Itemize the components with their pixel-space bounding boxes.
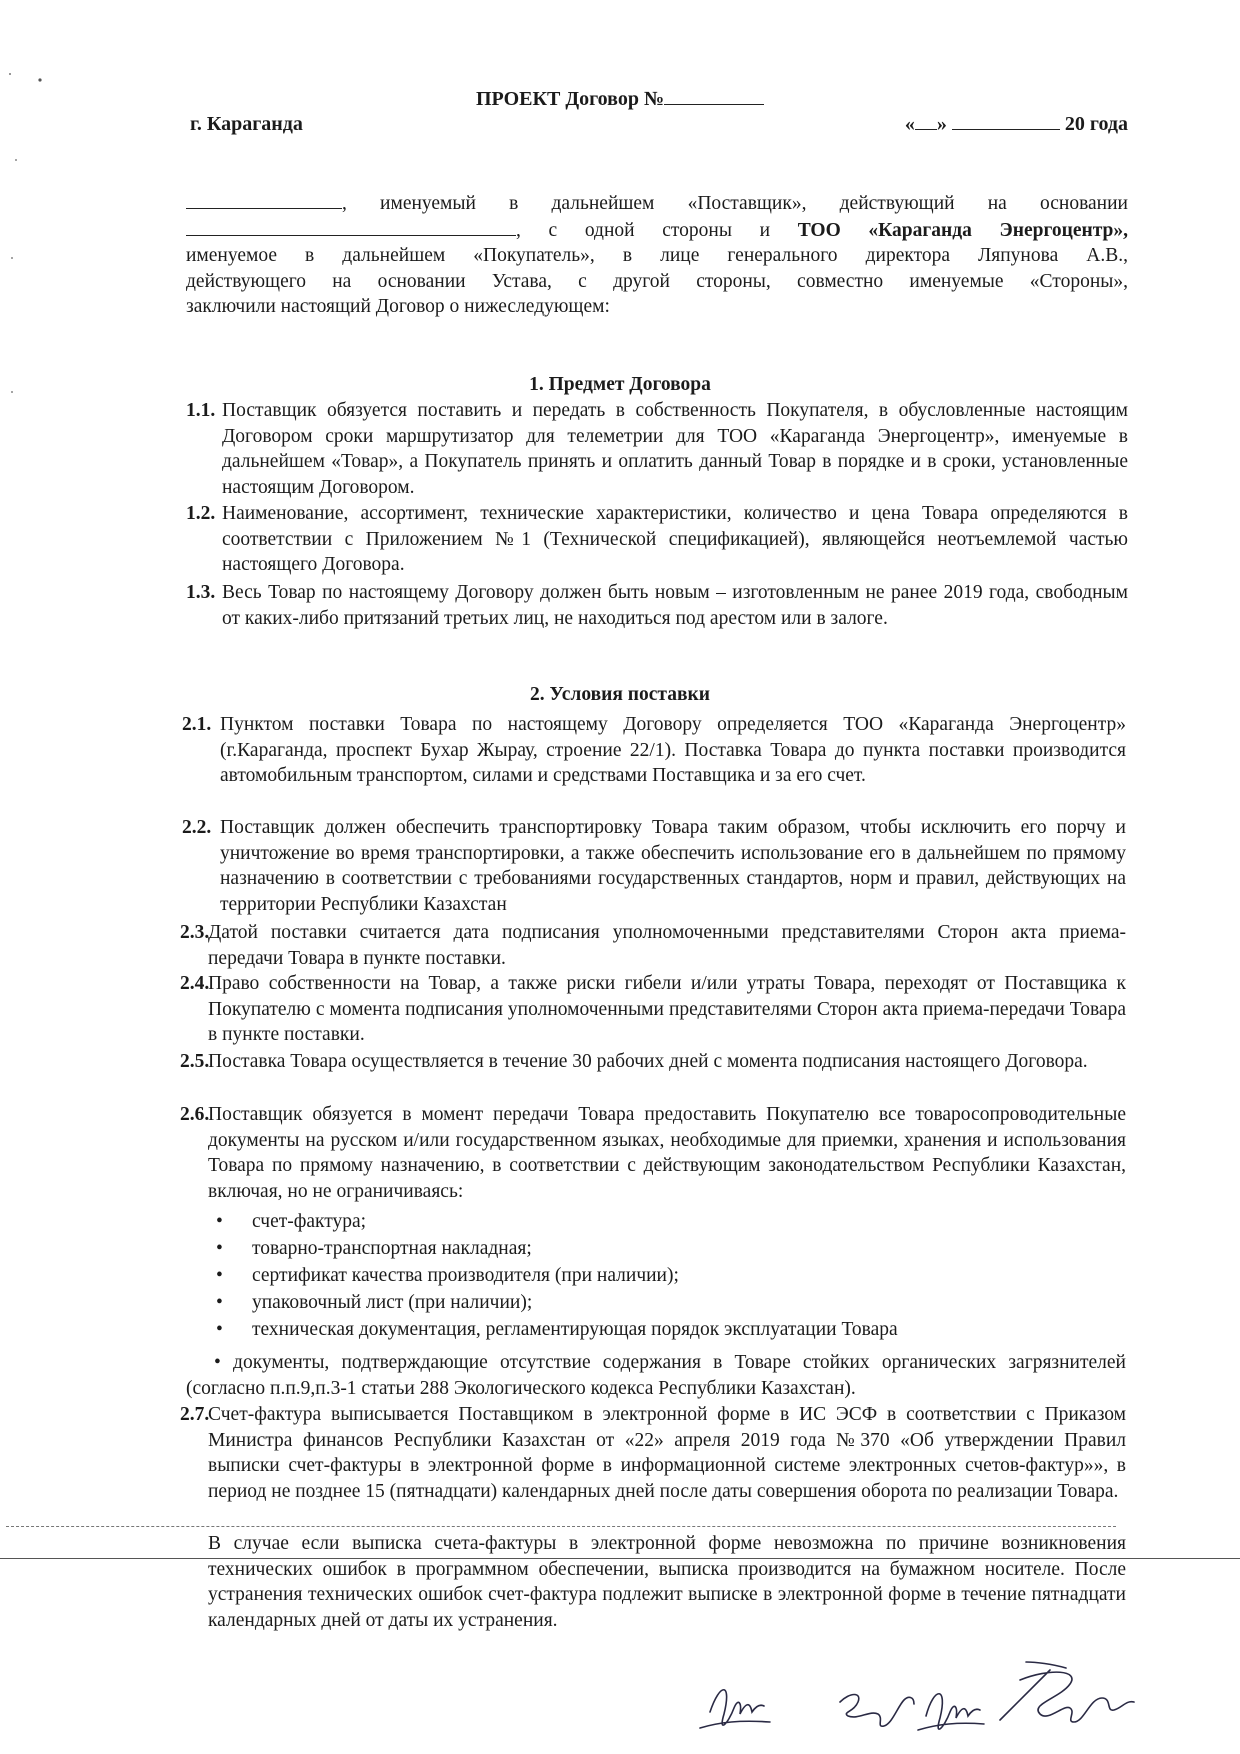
scan-artifact-dashed-line	[6, 1526, 1116, 1527]
clause-2-1: 2.1. Пунктом поставки Товара по настоящему Договору определяется ТОО «Караганда Энергоцентр» (г.Караганда, проспект Бухар Жырау, строение 22/1). Поставка Товара до пункта поставки производится автомобильным транспортом, силами и средствами Поставщика и за его счет.	[182, 714, 1126, 786]
day-blank	[915, 113, 937, 130]
section-1-title: 1. Предмет Договора	[529, 374, 711, 395]
preamble-line-3: именуемое в дальнейшем «Покупатель», в лице генерального директора Ляпунова А.В.,	[186, 245, 1128, 266]
list-item: • товарно-транспортная накладная;	[208, 1235, 1108, 1262]
initials-3	[918, 1694, 984, 1730]
preamble-line-1: , именуемый в дальнейшем «Поставщик», действующий на основании	[186, 190, 1128, 217]
preamble-line-4: действующего на основании Устава, с другой стороны, совместно именуемые «Стороны»,	[186, 270, 1128, 292]
signature-main	[1000, 1662, 1134, 1722]
signatures	[680, 1650, 1200, 1750]
preamble-line-2: , с одной стороны и ТОО «Караганда Энергоцентр»,	[186, 217, 1128, 244]
clause-2-4: 2.4. Право собственности на Товар, а также риски гибели и/или утраты Товара, переходят от Поставщика к Покупателю с момента подписания уполномоченными представителями Сторон акта приема-передачи Товара в пункте поставки.	[180, 973, 1126, 1045]
contract-number-blank	[664, 86, 764, 105]
supplier-name-blank	[186, 190, 342, 209]
clause-2-2: 2.2. Поставщик должен обеспечить транспортировку Товара таким образом, чтобы исключить его порчу и уничтожение во время транспортировки, а также обеспечить использование его в дальнейшем по прямому назначению в соответствии с требованиями государственных стандартов, норм и правил, действующих на территории Республики Казахстан	[182, 817, 1126, 915]
clause-1-3: 1.3. Весь Товар по настоящему Договору должен быть новым – изготовленным не ранее 2019 года, свободным от каких-либо притязаний третьих лиц, не находиться под арестом или в залоге.	[186, 582, 1128, 629]
document-title: ПРОЕКТ Договор №	[0, 86, 1240, 111]
clause-2-6: 2.6. Поставщик обязуется в момент передачи Товара предоставить Покупателю все товаросопроводительные документы на русском и/или государственном языках, необходимые для приемки, хранения и использования Товара по прямому назначению, в соответствии с действующим законодательством Республики Казахстан, включая, но не ограничиваясь:	[180, 1104, 1126, 1202]
section-2-title: 2. Условия поставки	[530, 684, 710, 705]
list-item: • упаковочный лист (при наличии);	[208, 1289, 1108, 1316]
scan-specks	[0, 0, 60, 420]
clause-1-2: 1.2. Наименование, ассортимент, технические характеристики, количество и цена Товара определяются в соответствии с Приложением №1 (Технической спецификацией), являющейся неотъемлемой частью настоящего Договора.	[186, 503, 1128, 575]
initials-1	[700, 1690, 770, 1728]
clause-1-1: 1.1. Поставщик обязуется поставить и передать в собственность Покупателя, в обусловленные настоящим Договором сроки маршрутизатор для телеметрии для ТОО «Караганда Энергоцентр», именуемые в дальнейшем «Товар», а Покупатель принять и оплатить данный Товар в порядке и в сроки, установленные настоящим Договором.	[186, 400, 1128, 498]
month-blank	[952, 113, 1060, 130]
date-line: « » 20 года	[904, 113, 1128, 135]
preamble-line-5: заключили настоящий Договор о нижеследующем:	[186, 296, 610, 317]
list-item: • техническая документация, регламентирующая порядок эксплуатации Товара	[208, 1316, 1108, 1343]
basis-blank	[186, 217, 516, 236]
clause-2-3: 2.3. Датой поставки считается дата подписания уполномоченными представителями Сторон акта приема-передачи Товара в пункте поставки.	[180, 922, 1126, 969]
clause-2-7-paragraph-2: В случае если выписка счета-фактуры в электронной форме невозможна по причине возникновения технических ошибок в программном обеспечении, выписка производится на бумажном носителе. После устранения технических ошибок счет-фактура подлежит выписке в электронной форме в течение пятнадцати календарных дней от даты их устранения.	[208, 1533, 1126, 1631]
clause-2-7: 2.7. Счет-фактура выписывается Поставщиком в электронной форме в ИС ЭСФ в соответствии с Приказом Министра финансов Республики Казахстан от «22» апреля 2019 года №370 «Об утверждении Правил выписки счет-фактуры в электронной форме в информационной системе электронных счетов-фактур»», в период не позднее 15 (пятнадцати) календарных дней после даты совершения оборота по реализации Товара.	[180, 1404, 1126, 1502]
list-item: • счет-фактура;	[208, 1208, 1108, 1235]
document-list	[208, 1208, 1108, 1343]
pollutants-note: • документы, подтверждающие отсутствие содержания в Товаре стойких органических загрязнителей (согласно п.п.9,п.3-1 статьи 288 Экологического кодекса Республики Казахстан).	[186, 1352, 1126, 1399]
list-item: • сертификат качества производителя (при наличии);	[208, 1262, 1108, 1289]
preamble	[186, 190, 1128, 320]
clause-2-5: 2.5. Поставка Товара осуществляется в течение 30 рабочих дней с момента подписания настоящего Договора.	[180, 1051, 1088, 1072]
city: г. Караганда	[190, 113, 303, 135]
initials-2	[840, 1695, 914, 1727]
